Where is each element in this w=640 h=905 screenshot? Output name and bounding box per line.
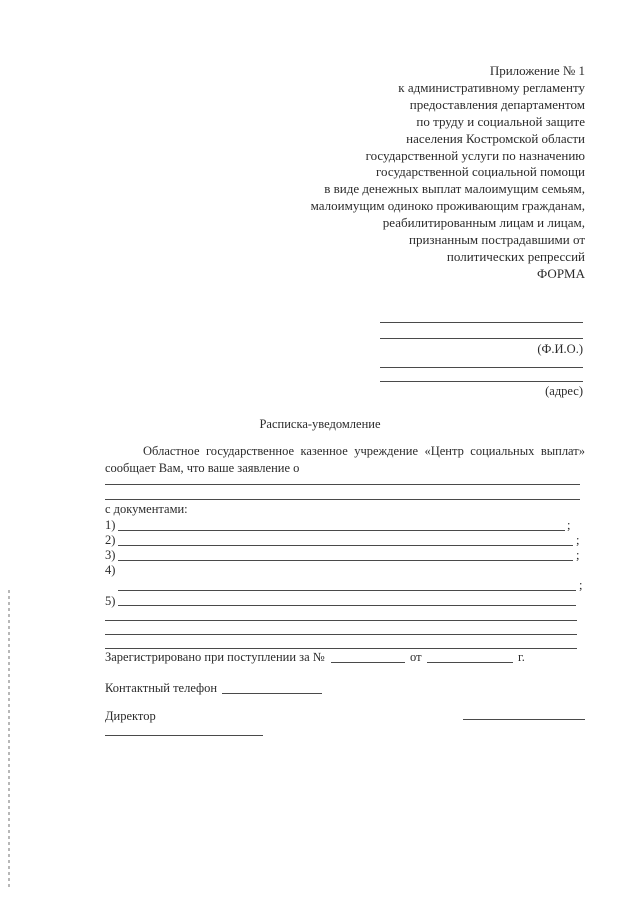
document-5-line[interactable]	[118, 605, 576, 606]
address-line-1[interactable]	[380, 367, 583, 368]
header-line: реабилитированным лицам и лицам,	[382, 215, 585, 231]
item-semicolon: ;	[576, 548, 580, 562]
form-label: ФОРМА	[537, 265, 585, 281]
item-number: 3)	[105, 548, 116, 562]
fio-label: (Ф.И.О.)	[537, 342, 583, 356]
extra-line-1[interactable]	[105, 620, 577, 621]
header-line: государственной услуги по назначению	[365, 147, 585, 163]
item-number: 5)	[105, 594, 116, 608]
registration-date-line[interactable]	[427, 662, 513, 663]
intro-paragraph	[105, 443, 585, 477]
director-label: Директор	[105, 709, 156, 723]
header-line: признанным пострадавшими от	[409, 232, 585, 248]
item-number: 2)	[105, 533, 116, 547]
document-3-line[interactable]	[118, 560, 573, 561]
header-line: населения Костромской области	[406, 130, 585, 146]
header-line: к административному регламенту	[398, 79, 585, 95]
registration-label: Зарегистрировано при поступлении за №	[105, 650, 325, 664]
registration-from-label: от	[410, 650, 422, 664]
director-name-line[interactable]	[105, 735, 263, 736]
documents-label: с документами:	[105, 502, 188, 516]
item-number: 1)	[105, 518, 116, 532]
address-label: (адрес)	[545, 384, 583, 398]
registration-number-line[interactable]	[331, 662, 405, 663]
document-4-line[interactable]	[118, 590, 576, 591]
fio-line-1[interactable]	[380, 322, 583, 323]
header-line: политических репрессий	[446, 248, 585, 264]
extra-line-2[interactable]	[105, 634, 577, 635]
document-title: Расписка-уведомление	[259, 417, 381, 431]
fio-line-2[interactable]	[380, 338, 583, 339]
appendix-header	[311, 63, 585, 283]
application-line-2[interactable]	[105, 499, 580, 500]
item-number: 4)	[105, 563, 116, 577]
registration-year-suffix: г.	[518, 650, 525, 664]
header-line: государственной социальной помощи	[376, 164, 585, 180]
extra-line-3[interactable]	[105, 648, 577, 649]
scan-edge-artifact	[8, 590, 10, 890]
document-2-line[interactable]	[118, 545, 573, 546]
contact-phone-line[interactable]	[222, 693, 322, 694]
item-semicolon: ;	[567, 518, 571, 532]
item-semicolon: ;	[579, 578, 583, 592]
header-line: Приложение № 1	[489, 63, 585, 78]
header-line: предоставления департаментом	[409, 96, 585, 112]
header-line: в виде денежных выплат малоимущим семьям,	[324, 181, 585, 197]
header-line: по труду и социальной защите	[416, 113, 585, 129]
intro-text: Областное государственное казенное учреждение «Центр социальных выплат» сообщает Вам, что ваше заявление о	[105, 444, 585, 475]
header-line: малоимущим одиноко проживающим гражданам,	[310, 198, 585, 214]
contact-phone-label: Контактный телефон	[105, 681, 218, 695]
director-signature-line[interactable]	[463, 719, 585, 720]
document-1-line[interactable]	[118, 530, 565, 531]
application-line-1[interactable]	[105, 484, 580, 485]
address-line-2[interactable]	[380, 381, 583, 382]
item-semicolon: ;	[576, 533, 580, 547]
